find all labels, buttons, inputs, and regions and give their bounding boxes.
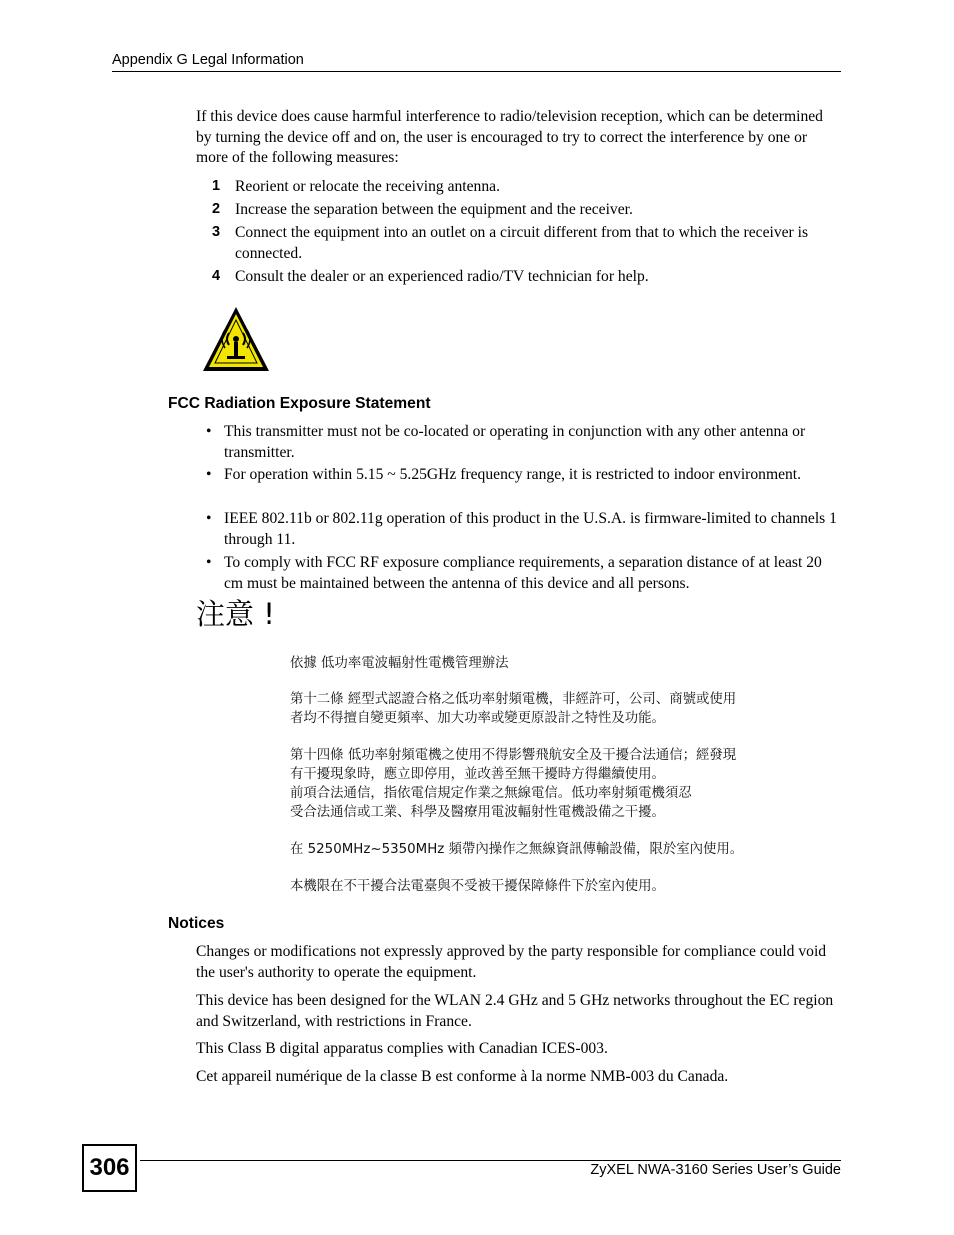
radio-frequency-warning-icon <box>201 304 271 374</box>
taiwan-regulation-name: 依據 低功率電波輻射性電機管理辦法 <box>290 656 509 671</box>
bullet-dot: • <box>206 554 212 571</box>
notice-paragraph: Changes or modifications not expressly approved by the party responsible for compliance could void the user's authority to operate the equipment. <box>196 943 827 981</box>
taiwan-article-14-line: 有干擾現象時，應立即停用，並改善至無干擾時方得繼續使用。 <box>290 767 665 782</box>
notice-paragraph: This device has been designed for the WLAN 2.4 GHz and 5 GHz networks throughout the EC region and Switzerland, with restrictions in France. <box>196 992 834 1030</box>
section-heading-notices: Notices <box>168 915 225 932</box>
bullet-item <box>206 509 840 550</box>
guide-title: ZyXEL NWA-3160 Series User’s Guide <box>590 1162 841 1178</box>
bullet-dot: • <box>206 423 212 440</box>
notice-paragraph: Cet appareil numérique de la classe B est conforme à la norme NMB-003 du Canada. <box>196 1068 729 1085</box>
intro-paragraph: If this device does cause harmful interference to radio/television reception, which can be determined by turning the device off and on, the user is encouraged to try to correct the interference by one or more of the following measures: <box>196 108 823 166</box>
footer-rule <box>140 1160 841 1161</box>
list-item-number: 1 <box>212 178 221 194</box>
bullet-dot: • <box>206 510 212 527</box>
taiwan-notice-title: 注意 ! <box>196 597 275 631</box>
page-number: 306 <box>82 1144 137 1192</box>
header-rule <box>112 71 841 72</box>
taiwan-non-interference-line: 本機限在不干擾合法電臺與不受被干擾保障條件下於室內使用。 <box>290 879 665 894</box>
bullet-text: IEEE 802.11b or 802.11g operation of this product in the U.S.A. is firmware-limited to channels 1 through 11. <box>224 510 837 548</box>
list-item-number: 2 <box>212 201 221 217</box>
list-item <box>212 199 840 220</box>
running-header: Appendix G Legal Information <box>112 52 304 68</box>
list-item <box>212 266 840 287</box>
taiwan-article-14-line: 第十四條 低功率射頻電機之使用不得影響飛航安全及干擾合法通信；經發現 <box>290 748 737 763</box>
taiwan-article-12-line: 第十二條 經型式認證合格之低功率射頻電機，非經許可，公司、商號或使用 <box>290 692 737 707</box>
bullet-text: To comply with FCC RF exposure compliance requirements, a separation distance of at least 20 cm must be maintained between the antenna of this device and all persons. <box>224 554 822 592</box>
list-item-number: 4 <box>212 268 221 284</box>
list-item-text: Consult the dealer or an experienced radio/TV technician for help. <box>235 268 649 285</box>
bullet-dot: • <box>206 466 212 483</box>
list-item <box>212 176 840 197</box>
taiwan-article-12-line: 者均不得擅自變更頻率、加大功率或變更原設計之特性及功能。 <box>290 711 665 726</box>
taiwan-article-14-line: 受合法通信或工業、科學及醫療用電波輻射性電機設備之干擾。 <box>290 805 665 820</box>
list-item-text: Reorient or relocate the receiving antenna. <box>235 178 500 195</box>
bullet-item <box>206 465 840 486</box>
bullet-text: For operation within 5.15 ~ 5.25GHz frequency range, it is restricted to indoor environment. <box>224 466 802 483</box>
bullet-item <box>206 422 840 463</box>
list-item <box>212 222 840 264</box>
notice-paragraph: This Class B digital apparatus complies with Canadian ICES-003. <box>196 1040 608 1057</box>
list-item-text: Increase the separation between the equipment and the receiver. <box>235 201 633 218</box>
taiwan-article-14-line: 前項合法通信，指依電信規定作業之無線電信。低功率射頻電機須忍 <box>290 786 692 801</box>
bullet-text: This transmitter must not be co-located or operating in conjunction with any other antenna or transmitter. <box>224 423 806 461</box>
list-item-number: 3 <box>212 224 221 240</box>
taiwan-indoor-use-line: 在 5250MHz~5350MHz 頻帶內操作之無線資訊傳輸設備，限於室內使用。 <box>290 842 744 857</box>
list-item-text: Connect the equipment into an outlet on a circuit different from that to which the receiver is connected. <box>235 224 809 262</box>
section-heading-fcc-radiation: FCC Radiation Exposure Statement <box>168 395 431 412</box>
bullet-item <box>206 553 840 594</box>
